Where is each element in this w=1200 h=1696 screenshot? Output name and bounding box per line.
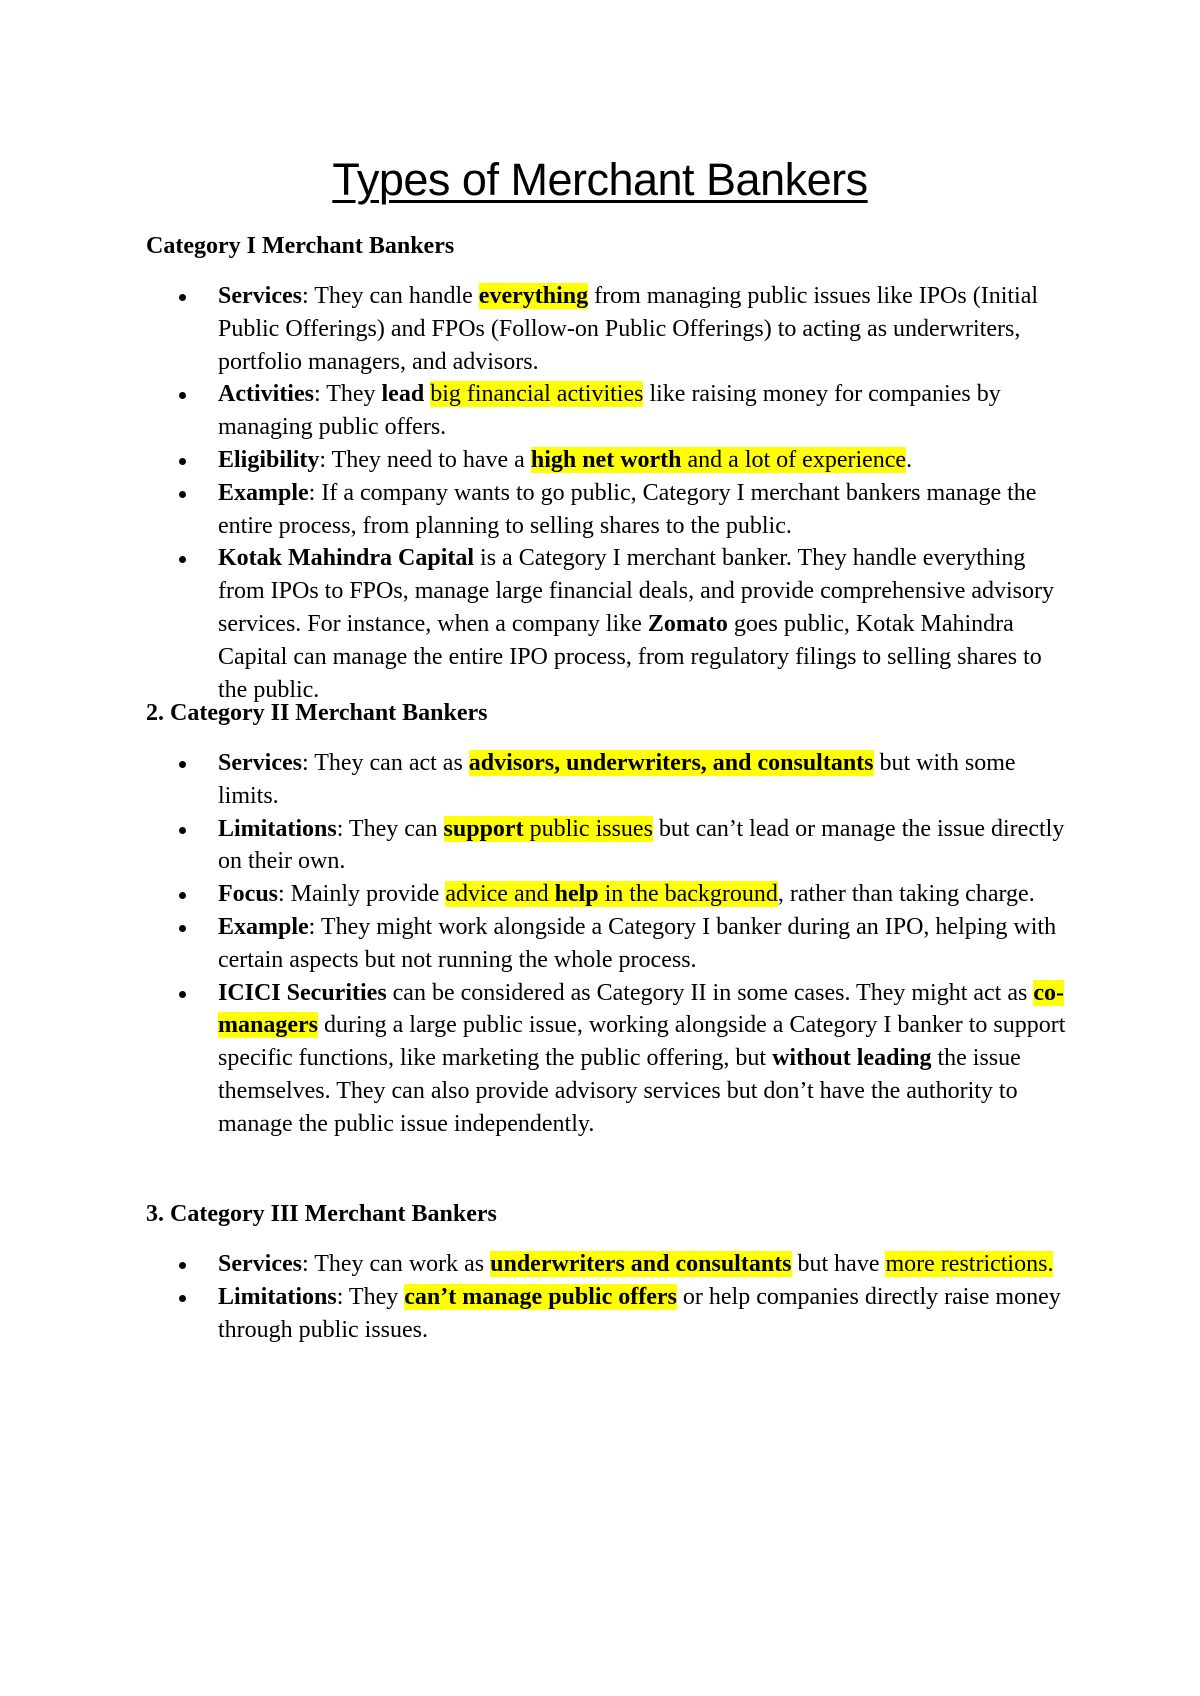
bullet-icon	[179, 294, 186, 301]
list-item	[146, 378, 1076, 444]
bold-text: Services	[218, 1251, 302, 1277]
body-text: during a large public issue, working alongside a Category I banker to support specific functions, like marketing the public offering, but	[218, 1012, 1066, 1072]
bold-text: Focus	[218, 881, 278, 908]
bold-text: Example	[218, 479, 309, 506]
body-text: from managing public issues like IPOs (Initial Public Offerings) and FPOs (Follow-on Public Offerings) to acting as underwriters, portfolio managers, and advisors.	[218, 283, 1039, 375]
list-item	[146, 280, 1076, 378]
bullet-icon	[179, 761, 186, 768]
highlighted-text: co-managers	[218, 979, 1064, 1039]
bullet-icon	[179, 458, 186, 465]
highlighted-text: support	[443, 815, 524, 842]
bullet-icon	[179, 991, 186, 998]
body-text: : They can act as	[301, 750, 469, 776]
list-item	[146, 477, 1076, 543]
bullet-icon	[179, 827, 186, 834]
highlighted-text: and a lot of experience	[681, 446, 907, 473]
body-text: : They	[336, 1283, 405, 1310]
list-item	[146, 1281, 1076, 1347]
list-item	[146, 878, 1076, 911]
bullet-icon	[179, 925, 186, 932]
bullet-list-category-2	[146, 747, 1076, 1141]
section-heading-category-2: 2. Category II Merchant Bankers	[146, 700, 488, 726]
list-item	[146, 813, 1076, 879]
bold-text: Eligibility	[218, 446, 320, 473]
highlighted-text: underwriters and consultants	[490, 1251, 792, 1277]
body-text: : If a company wants to go public, Category I merchant bankers manage the entire process, from planning to selling shares to the public.	[218, 479, 1037, 539]
body-text: : They can work as	[301, 1251, 491, 1277]
body-text: .	[906, 446, 913, 473]
body-text: like raising money for companies by managing public offers.	[218, 381, 1001, 441]
bold-text: Services	[218, 283, 302, 309]
bold-text: lead	[381, 381, 425, 408]
bullet-icon	[179, 1262, 186, 1269]
list-item	[146, 911, 1076, 977]
highlighted-text: in the background	[598, 881, 778, 908]
body-text: or help companies directly raise money through public issues.	[218, 1283, 1061, 1343]
bold-text: Zomato	[647, 610, 728, 637]
highlighted-text: more restrictions.	[885, 1251, 1054, 1277]
list-item	[146, 977, 1076, 1141]
list-item	[146, 747, 1076, 813]
body-text: is a Category I merchant banker. They handle everything from IPOs to FPOs, manage large financial deals, and provide comprehensive advisory services. For instance, when a company like	[218, 545, 1055, 637]
bold-text: ICICI Securities	[218, 979, 387, 1006]
section-heading-category-1: Category I Merchant Bankers	[146, 233, 455, 259]
body-text: but can’t lead or manage the issue directly on their own.	[218, 815, 1065, 875]
bullet-icon	[179, 556, 186, 563]
highlighted-text: help	[554, 881, 599, 908]
body-text: : They can	[336, 815, 444, 842]
highlighted-text: big financial activities	[430, 381, 644, 408]
bullet-icon	[179, 892, 186, 899]
highlighted-text: high net worth	[530, 446, 682, 473]
body-text: goes public, Kotak Mahindra Capital can manage the entire IPO process, from regulatory filings to selling shares to the public.	[218, 610, 1042, 703]
highlighted-text: can’t manage public offers	[404, 1283, 677, 1310]
body-text: : They can handle	[301, 283, 479, 309]
bold-text: Example	[218, 913, 309, 940]
bold-text: Limitations	[218, 1283, 337, 1310]
body-text: : Mainly provide	[278, 881, 446, 908]
bold-text: Kotak Mahindra Capital	[218, 545, 475, 572]
bullet-icon	[179, 392, 186, 399]
body-text: the issue themselves. They can also provide advisory services but don’t have the authority to manage the public issue independently.	[218, 1045, 1021, 1137]
bullet-icon	[179, 491, 186, 498]
bullet-list-category-3	[146, 1248, 1076, 1346]
bullet-icon	[179, 1295, 186, 1302]
highlighted-text: public issues	[523, 815, 653, 842]
bullet-list-category-1	[146, 280, 1076, 706]
list-item	[146, 1248, 1076, 1281]
body-text: but with some limits.	[218, 750, 1016, 809]
highlighted-text: advisors, underwriters, and consultants	[468, 750, 874, 776]
body-text: : They might work alongside a Category I banker during an IPO, helping with certain aspects but not running the whole process.	[218, 913, 1057, 973]
body-text: : They	[313, 381, 382, 408]
bold-text: Activities	[218, 381, 314, 408]
section-heading-category-3: 3. Category III Merchant Bankers	[146, 1201, 497, 1227]
highlighted-text: everything	[478, 283, 589, 309]
body-text: , rather than taking charge.	[777, 881, 1035, 908]
highlighted-text: advice and	[445, 881, 555, 908]
list-item	[146, 444, 1076, 477]
bold-text: without leading	[772, 1045, 932, 1072]
body-text: can be considered as Category II in some cases. They might act as	[386, 979, 1034, 1006]
body-text: : They need to have a	[319, 446, 531, 473]
list-item	[146, 542, 1076, 706]
body-text: but have	[791, 1251, 886, 1277]
bold-text: Limitations	[218, 815, 337, 842]
bold-text: Services	[218, 750, 302, 776]
document-title: Types of Merchant Bankers	[332, 154, 868, 205]
